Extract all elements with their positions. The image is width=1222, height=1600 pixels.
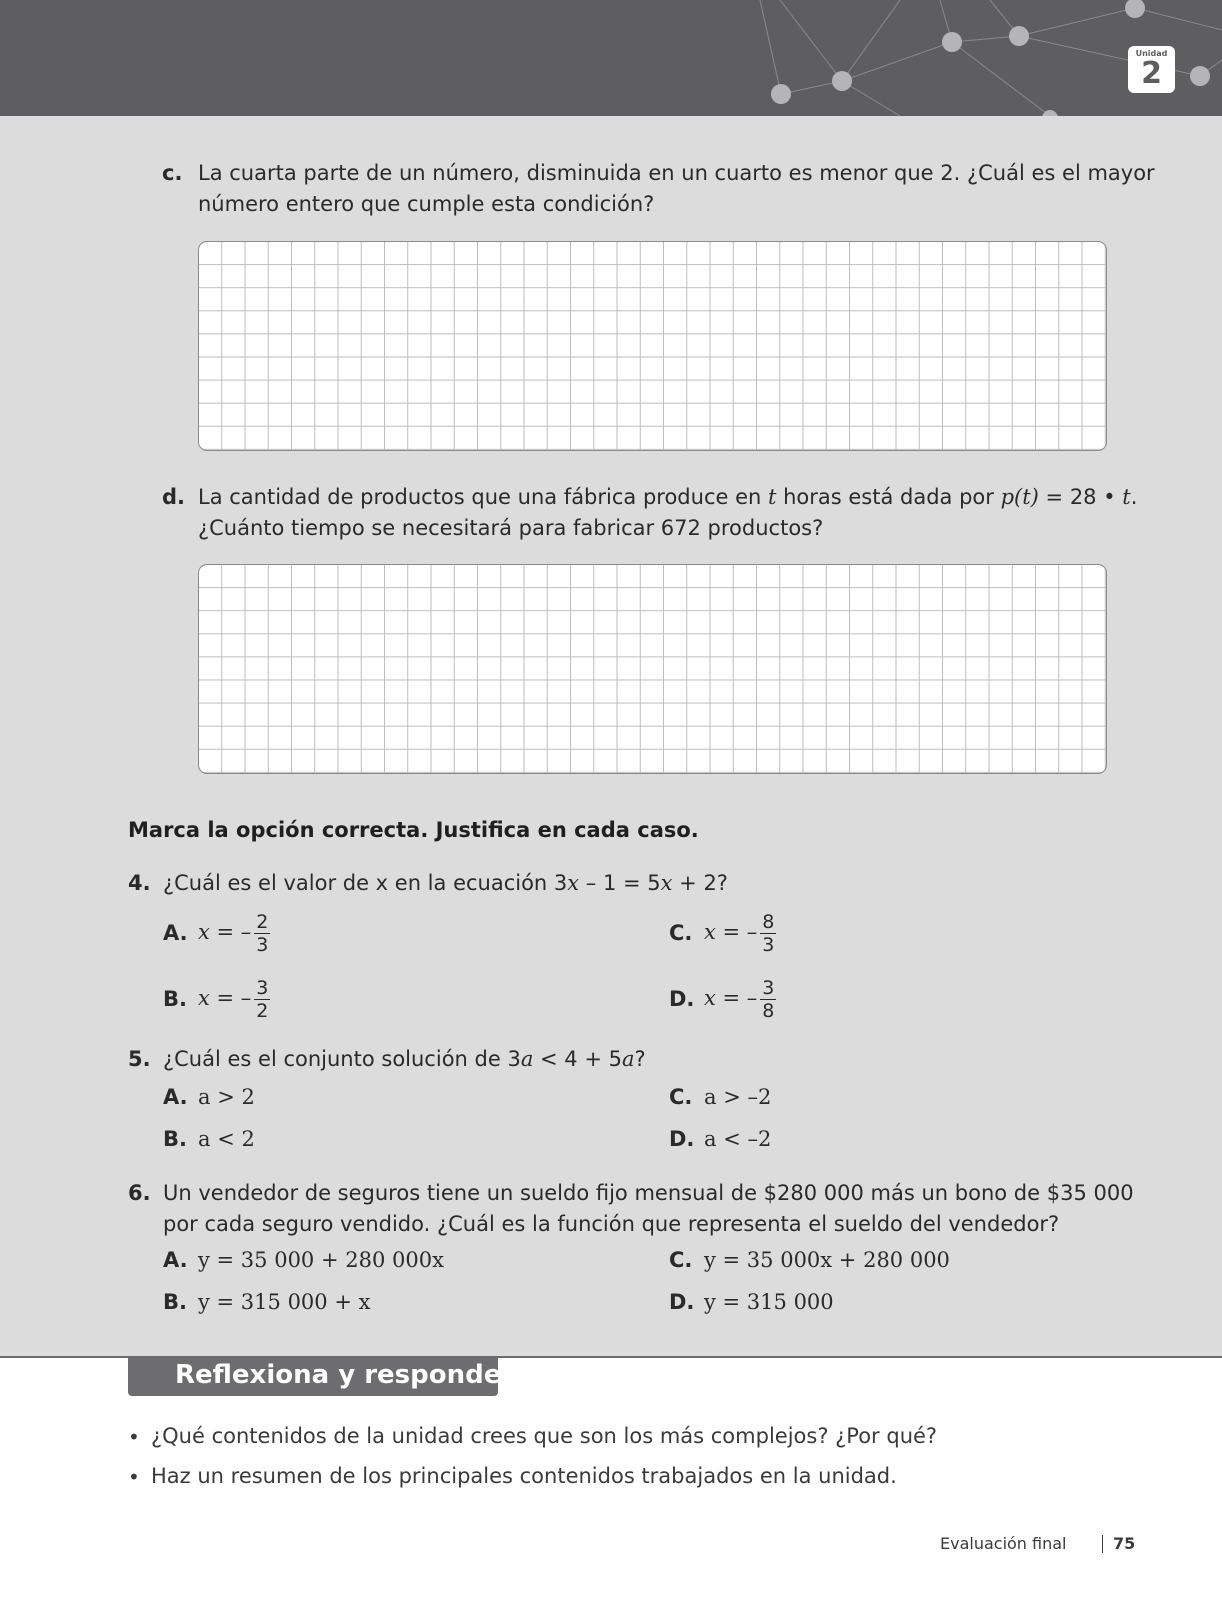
page-header — [0, 0, 1222, 116]
item-c-letter: c. — [162, 161, 183, 185]
q4-option-d-letter[interactable]: D. — [669, 987, 695, 1011]
q5-option-d-value[interactable]: a < –2 — [704, 1127, 772, 1151]
q5-option-d-letter[interactable]: D. — [669, 1127, 695, 1151]
q4-option-c-letter[interactable]: C. — [669, 921, 693, 945]
q6-option-d-value[interactable]: y = 315 000 — [704, 1290, 834, 1314]
q5-option-b-letter[interactable]: B. — [163, 1127, 187, 1151]
unit-label: Unidad — [1135, 49, 1168, 58]
q5-text: ¿Cuál es el conjunto solución de 3a < 4 + 5a? — [163, 1047, 646, 1071]
q4-option-b-letter[interactable]: B. — [163, 987, 187, 1011]
answer-grid-c[interactable] — [198, 241, 1107, 451]
q4-option-a-value[interactable]: x = – $\frac{2}{3}$ — [198, 911, 269, 956]
q5-option-a-letter[interactable]: A. — [163, 1085, 188, 1109]
q6-option-c-value[interactable]: y = 35 000x + 280 000 — [704, 1248, 950, 1272]
q4-option-a-letter[interactable]: A. — [163, 921, 188, 945]
q4-number: 4. — [128, 871, 151, 895]
q5-option-c-letter[interactable]: C. — [669, 1085, 693, 1109]
bullet-icon: • — [128, 1465, 140, 1489]
unit-badge — [1128, 46, 1175, 93]
q5-number: 5. — [128, 1047, 151, 1071]
reflexiona-bullet-1: ¿Qué contenidos de la unidad crees que son los más complejos? ¿Por qué? — [151, 1424, 938, 1448]
item-d-line1: La cantidad de productos que una fábrica produce en t horas está dada por p(t) = 28 • t. — [198, 485, 1138, 509]
reflexiona-title: Reflexiona y responde — [175, 1360, 502, 1390]
q6-option-d-letter[interactable]: D. — [669, 1290, 695, 1314]
q4-option-d-value[interactable]: x = – $\frac{3}{8}$ — [704, 977, 775, 1022]
q6-option-b-letter[interactable]: B. — [163, 1290, 187, 1314]
item-d-letter: d. — [162, 485, 186, 509]
item-c-line1: La cuarta parte de un número, disminuida en un cuarto es menor que 2. ¿Cuál es el mayor — [198, 161, 1155, 185]
page-number: 75 — [1113, 1534, 1136, 1553]
instruction-heading: Marca la opción correcta. Justifica en cada caso. — [128, 818, 699, 842]
q5-option-a-value[interactable]: a > 2 — [198, 1085, 255, 1109]
reflexiona-bullet-2: Haz un resumen de los principales contenidos trabajados en la unidad. — [151, 1464, 897, 1488]
q6-option-b-value[interactable]: y = 315 000 + x — [198, 1290, 371, 1314]
item-c-line2: número entero que cumple esta condición? — [198, 192, 655, 216]
q4-option-b-value[interactable]: x = – $\frac{3}{2}$ — [198, 977, 269, 1022]
q6-option-c-letter[interactable]: C. — [669, 1248, 693, 1272]
q6-line2: por cada seguro vendido. ¿Cuál es la función que representa el sueldo del vendedor? — [163, 1212, 1060, 1236]
q6-option-a-value[interactable]: y = 35 000 + 280 000x — [198, 1248, 444, 1272]
unit-number: 2 — [1141, 56, 1162, 91]
answer-grid-d[interactable] — [198, 564, 1107, 774]
q5-option-b-value[interactable]: a < 2 — [198, 1127, 255, 1151]
network-decoration — [0, 0, 1222, 116]
q4-text: ¿Cuál es el valor de x en la ecuación 3x – 1 = 5x + 2? — [163, 871, 728, 895]
footer-separator — [1102, 1535, 1103, 1553]
footer-section-label: Evaluación final — [940, 1534, 1067, 1553]
q5-option-c-value[interactable]: a > –2 — [704, 1085, 772, 1109]
q6-line1: Un vendedor de seguros tiene un sueldo fijo mensual de $280 000 más un bono de $35 000 — [163, 1181, 1134, 1205]
bullet-icon: • — [128, 1425, 140, 1449]
q6-option-a-letter[interactable]: A. — [163, 1248, 188, 1272]
q6-number: 6. — [128, 1181, 151, 1205]
item-d-line2: ¿Cuánto tiempo se necesitará para fabricar 672 productos? — [198, 516, 824, 540]
q4-option-c-value[interactable]: x = – $\frac{8}{3}$ — [704, 911, 775, 956]
